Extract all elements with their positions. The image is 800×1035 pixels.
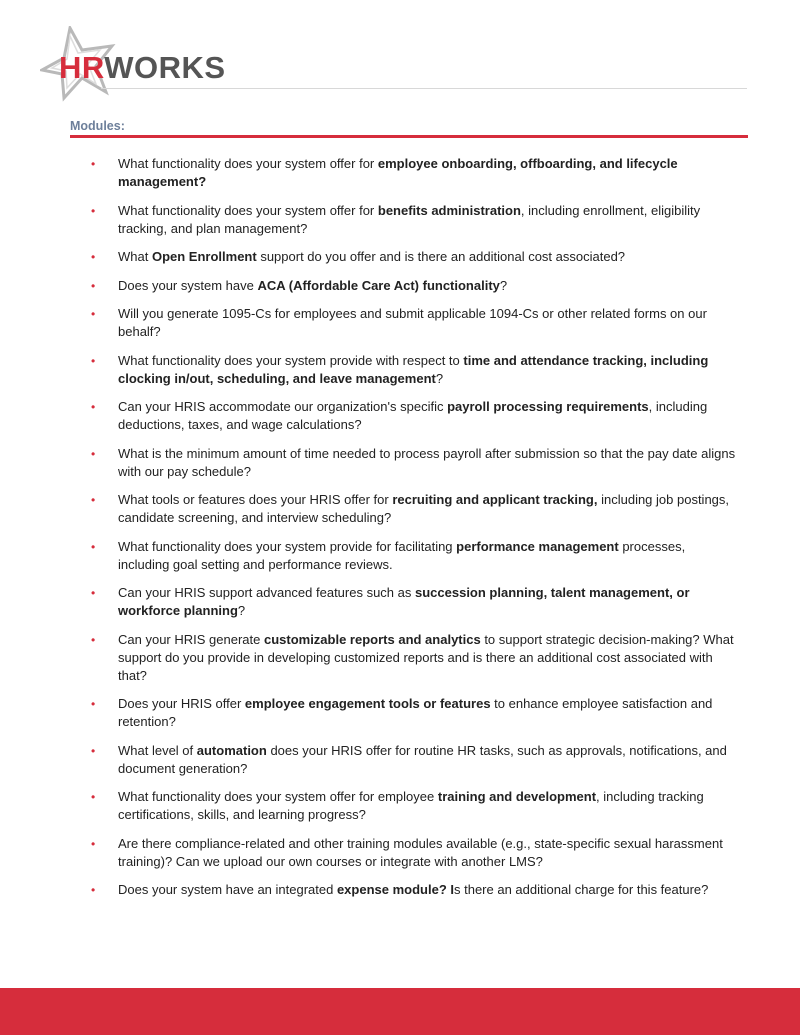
question-item: [90, 445, 740, 481]
logo-works-text: WORKS: [104, 50, 226, 85]
question-item: [90, 538, 740, 574]
question-emphasis: customizable reports and analytics: [263, 631, 481, 647]
bullet-icon: •: [91, 278, 96, 293]
question-text: Will you generate 1095-Cs for employees and submit applicable 1094-Cs or other related forms on our behalf?: [118, 306, 707, 339]
logo-wordmark: [59, 52, 226, 83]
question-text: Are there compliance-related and other training modules available (e.g., state-specific sexual harassment training)? Can we upload our own courses or integrate with another LMS?: [118, 835, 723, 869]
question-text: What level of: [118, 742, 197, 758]
question-item: [90, 788, 740, 824]
question-emphasis: Open Enrollment: [151, 249, 257, 264]
question-item: [90, 584, 740, 620]
question-item: [90, 277, 740, 295]
question-text: Can your HRIS accommodate our organization's specific: [118, 399, 448, 414]
question-text: What: [118, 249, 152, 264]
bullet-icon: •: [91, 883, 96, 897]
question-emphasis: employee onboarding, offboarding, and lifecycle management?: [118, 156, 678, 189]
bullet-icon: •: [91, 539, 96, 554]
question-text: to enhance employee satisfaction and retention?: [118, 696, 713, 729]
question-emphasis: recruiting and applicant tracking,: [392, 492, 598, 507]
question-list: [90, 155, 740, 910]
bullet-icon: •: [91, 697, 96, 711]
header-divider: [101, 88, 747, 89]
bullet-icon: •: [91, 203, 96, 218]
question-text: What functionality does your system provide for facilitating: [118, 538, 457, 554]
question-text: What functionality does your system offer for employee: [118, 789, 438, 804]
question-item: [90, 352, 740, 388]
question-text: Does your system have an integrated: [118, 882, 337, 897]
question-text: What functionality does your system offer for: [118, 156, 378, 171]
question-item: [90, 202, 740, 238]
question-emphasis: time and attendance tracking, including clocking in/out, scheduling, and leave management: [118, 352, 709, 386]
question-text: Does your system have: [118, 277, 258, 293]
bullet-icon: •: [91, 493, 96, 507]
question-item: [90, 835, 740, 871]
question-item: [90, 742, 740, 778]
bullet-icon: •: [91, 586, 96, 600]
bullet-icon: •: [91, 632, 96, 647]
question-text: including job postings, candidate screening, and interview scheduling?: [118, 492, 730, 525]
question-emphasis: expense module? I: [336, 882, 454, 897]
question-text: does your HRIS offer for routine HR tasks, such as approvals, notifications, and document generation?: [118, 742, 727, 776]
question-text: processes, including goal setting and performance reviews.: [118, 538, 686, 572]
question-text: , including tracking certifications, skills, and learning progress?: [118, 789, 704, 822]
question-text: , including enrollment, eligibility tracking, and plan management?: [118, 202, 701, 236]
question-emphasis: automation: [196, 742, 267, 758]
question-emphasis: performance management: [456, 538, 619, 554]
question-emphasis: employee engagement tools or features: [244, 696, 491, 711]
question-emphasis: training and development: [437, 789, 597, 804]
question-text: , including deductions, taxes, and wage calculations?: [118, 399, 708, 432]
question-text: Can your HRIS support advanced features such as: [118, 585, 415, 600]
question-text: support do you offer and is there an additional cost associated?: [256, 249, 626, 264]
company-logo: [40, 26, 240, 102]
question-item: [90, 631, 740, 685]
question-item: [90, 491, 740, 527]
bullet-icon: •: [91, 743, 96, 758]
section-title: Modules:: [70, 119, 125, 133]
question-emphasis: payroll processing requirements: [447, 399, 649, 414]
question-text: Can your HRIS generate: [118, 631, 264, 647]
question-text: Does your HRIS offer: [118, 696, 245, 711]
question-text: ?: [499, 277, 508, 293]
question-item: [90, 248, 740, 266]
logo-hr-text: HR: [59, 50, 105, 85]
footer-bar: [0, 988, 800, 1035]
bullet-icon: •: [91, 250, 96, 264]
bullet-icon: •: [91, 400, 96, 414]
question-text: ?: [435, 370, 444, 386]
bullet-icon: •: [91, 307, 96, 321]
bullet-icon: •: [91, 446, 96, 461]
question-item: [90, 881, 740, 899]
question-item: [90, 155, 740, 191]
question-emphasis: ACA (Affordable Care Act) functionality: [257, 277, 500, 293]
question-text: What functionality does your system provide with respect to: [118, 352, 464, 368]
question-item: [90, 398, 740, 434]
question-text: to support strategic decision-making? What support do you provide in developing customized reports and is there an additional cost associated with that?: [118, 631, 734, 683]
question-emphasis: succession planning, talent management, or workforce planning: [118, 585, 690, 618]
question-text: What tools or features does your HRIS offer for: [118, 492, 393, 507]
bullet-icon: •: [91, 353, 96, 368]
bullet-icon: •: [91, 157, 96, 171]
section-divider: [70, 135, 748, 138]
bullet-icon: •: [91, 836, 96, 851]
question-text: ?: [237, 603, 246, 618]
question-text: What functionality does your system offer for: [118, 202, 378, 218]
question-text: What is the minimum amount of time needed to process payroll after submission so that the pay date aligns with our pay schedule?: [118, 445, 736, 479]
question-emphasis: benefits administration: [377, 202, 521, 218]
question-text: s there an additional charge for this feature?: [454, 882, 709, 897]
question-item: [90, 695, 740, 731]
bullet-icon: •: [91, 790, 96, 804]
question-item: [90, 305, 740, 341]
